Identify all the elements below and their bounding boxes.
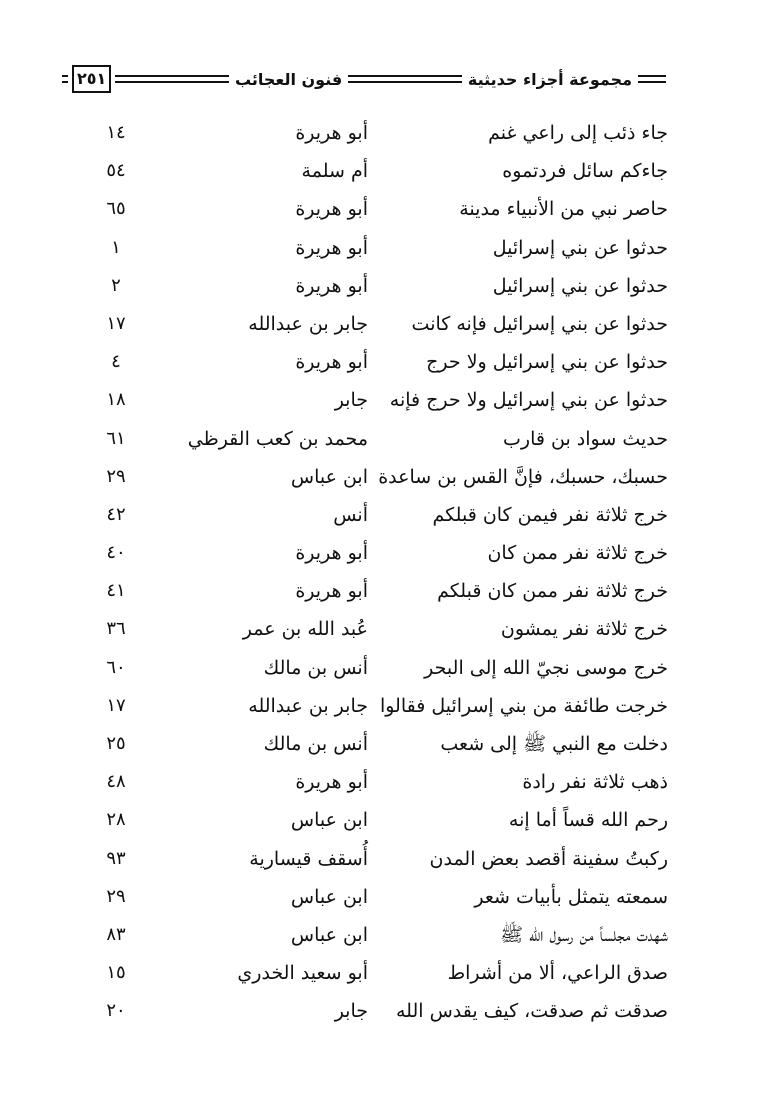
hadith-title: شهدت مجلساً من رسول الله ﷺ — [500, 923, 668, 946]
narrator-name: أنس بن مالك — [263, 656, 368, 679]
hadith-title: ذهب ثلاثة نفر رادة — [522, 771, 668, 794]
narrator-name: أنس بن مالك — [263, 733, 368, 755]
hadith-title: حدثوا عن بني إسرائيل — [492, 274, 668, 297]
narrator-name: جابر بن عبدالله — [248, 312, 368, 335]
narrator-name: ابن عباس — [290, 923, 368, 946]
header-rule-left — [62, 75, 68, 83]
hadith-title: خرج ثلاثة نفر ممن كان — [487, 542, 668, 565]
narrator-name: جابر بن عبدالله — [248, 694, 368, 717]
index-row — [0, 956, 758, 994]
narrator-name: أنس — [333, 503, 368, 526]
section-title: فنون العجائب — [234, 69, 343, 89]
hadith-title: حدثوا عن بني إسرائيل ولا حرج — [426, 351, 668, 374]
index-row — [0, 383, 758, 421]
hadith-number: ١٥ — [106, 962, 126, 984]
index-row — [0, 192, 758, 230]
narrator-name: أبو سعيد الخدري — [237, 962, 368, 985]
index-row — [0, 345, 758, 383]
hadith-title: صدق الراعي، ألا من أشراط — [447, 962, 668, 985]
hadith-title: خرج ثلاثة نفر ممن كان قبلكم — [437, 580, 668, 603]
running-header — [58, 62, 670, 96]
hadith-title: ركبتُ سفينة أقصد بعض المدن — [429, 847, 668, 870]
index-row — [0, 803, 758, 841]
hadith-title: خرج ثلاثة نفر يمشون — [500, 618, 668, 641]
narrator-name: أبو هريرة — [295, 542, 368, 565]
hadith-title: خرجت طائفة من بني إسرائيل فقالوا — [379, 694, 668, 717]
hadith-number: ٤٨ — [106, 771, 126, 793]
hadith-number: ٣٦ — [106, 618, 126, 640]
narrator-name: جابر — [334, 389, 368, 412]
hadith-title: خرج ثلاثة نفر فيمن كان قبلكم — [432, 503, 668, 526]
hadith-number: ٨٣ — [106, 923, 126, 945]
hadith-number: ٤٢ — [106, 503, 126, 525]
index-row — [0, 918, 758, 956]
hadith-number: ١ — [111, 236, 121, 258]
hadith-title: حاصر نبي من الأنبياء مدينة — [459, 198, 668, 221]
hadith-title: جاء ذئب إلى راعي غنم — [488, 122, 668, 144]
index-row — [0, 116, 758, 154]
hadith-number: ٢٨ — [106, 809, 126, 831]
hadith-number: ١٧ — [106, 694, 126, 716]
narrator-name: أبو هريرة — [295, 580, 368, 603]
index-row — [0, 269, 758, 307]
hadith-title: صدقت ثم صدقت، كيف يقدس الله — [395, 1000, 668, 1023]
narrator-name: عُبد الله بن عمر — [242, 618, 368, 641]
index-row — [0, 498, 758, 536]
header-rule-center — [348, 75, 462, 83]
index-row — [0, 307, 758, 345]
header-rule-middle — [115, 75, 229, 83]
index-list — [0, 116, 758, 1033]
narrator-name: أبو هريرة — [295, 122, 368, 144]
index-row — [0, 727, 758, 765]
hadith-title: خرج موسى نجيّ الله إلى البحر — [424, 656, 668, 679]
hadith-number: ٢ — [111, 274, 121, 296]
index-row — [0, 154, 758, 192]
book-title: مجموعة أجزاء حديثية — [467, 69, 633, 89]
hadith-number: ٦١ — [106, 427, 126, 449]
index-row — [0, 880, 758, 918]
hadith-number: ٦٥ — [106, 198, 126, 220]
hadith-number: ٤٠ — [106, 542, 126, 564]
narrator-name: أبو هريرة — [295, 236, 368, 259]
hadith-number: ٢٠ — [106, 1000, 126, 1022]
hadith-number: ١٨ — [106, 389, 126, 411]
narrator-name: محمد بن كعب القرظي — [187, 427, 368, 450]
narrator-name: أُسقف قيسارية — [249, 847, 368, 870]
narrator-name: أبو هريرة — [295, 198, 368, 221]
index-row — [0, 612, 758, 650]
index-row — [0, 460, 758, 498]
hadith-number: ١٧ — [106, 312, 126, 334]
hadith-title: حدثوا عن بني إسرائيل ولا حرج فإنه — [389, 389, 668, 412]
narrator-name: جابر — [334, 1000, 368, 1023]
page-number: ٢٥١ — [72, 65, 111, 93]
index-row — [0, 765, 758, 803]
index-row — [0, 231, 758, 269]
hadith-number: ٩٣ — [106, 847, 126, 869]
hadith-number: ٤١ — [106, 580, 126, 602]
narrator-name: ابن عباس — [290, 809, 368, 832]
hadith-number: ٢٩ — [106, 465, 126, 487]
narrator-name: أبو هريرة — [295, 351, 368, 374]
narrator-name: أم سلمة — [301, 160, 368, 183]
narrator-name: ابن عباس — [290, 465, 368, 488]
narrator-name: ابن عباس — [290, 885, 368, 908]
hadith-number: ٥٤ — [106, 160, 126, 182]
hadith-title: حدثوا عن بني إسرائيل — [492, 236, 668, 259]
index-row — [0, 994, 758, 1032]
hadith-title: حدثوا عن بني إسرائيل فإنه كانت — [411, 312, 668, 335]
hadith-title: حسبك، حسبك، فإنَّ القس بن ساعدة — [378, 465, 668, 488]
header-rule-right — [638, 75, 666, 83]
hadith-number: ٦٠ — [106, 656, 126, 678]
index-row — [0, 422, 758, 460]
index-row — [0, 689, 758, 727]
index-row — [0, 842, 758, 880]
index-row — [0, 651, 758, 689]
hadith-number: ٢٩ — [106, 885, 126, 907]
narrator-name: أبو هريرة — [295, 274, 368, 297]
index-row — [0, 574, 758, 612]
hadith-number: ١٤ — [106, 122, 126, 143]
hadith-title: حديث سواد بن قارب — [503, 427, 668, 450]
hadith-title: جاءكم سائل فردتموه — [502, 160, 668, 183]
index-row — [0, 536, 758, 574]
hadith-title: دخلت مع النبي ﷺ إلى شعب — [440, 733, 668, 755]
hadith-number: ٤ — [111, 351, 121, 373]
hadith-title: سمعته يتمثل بأبيات شعر — [474, 885, 668, 908]
hadith-title: رحم الله قساً أما إنه — [508, 809, 668, 832]
narrator-name: أبو هريرة — [295, 771, 368, 794]
hadith-number: ٢٥ — [106, 733, 126, 754]
